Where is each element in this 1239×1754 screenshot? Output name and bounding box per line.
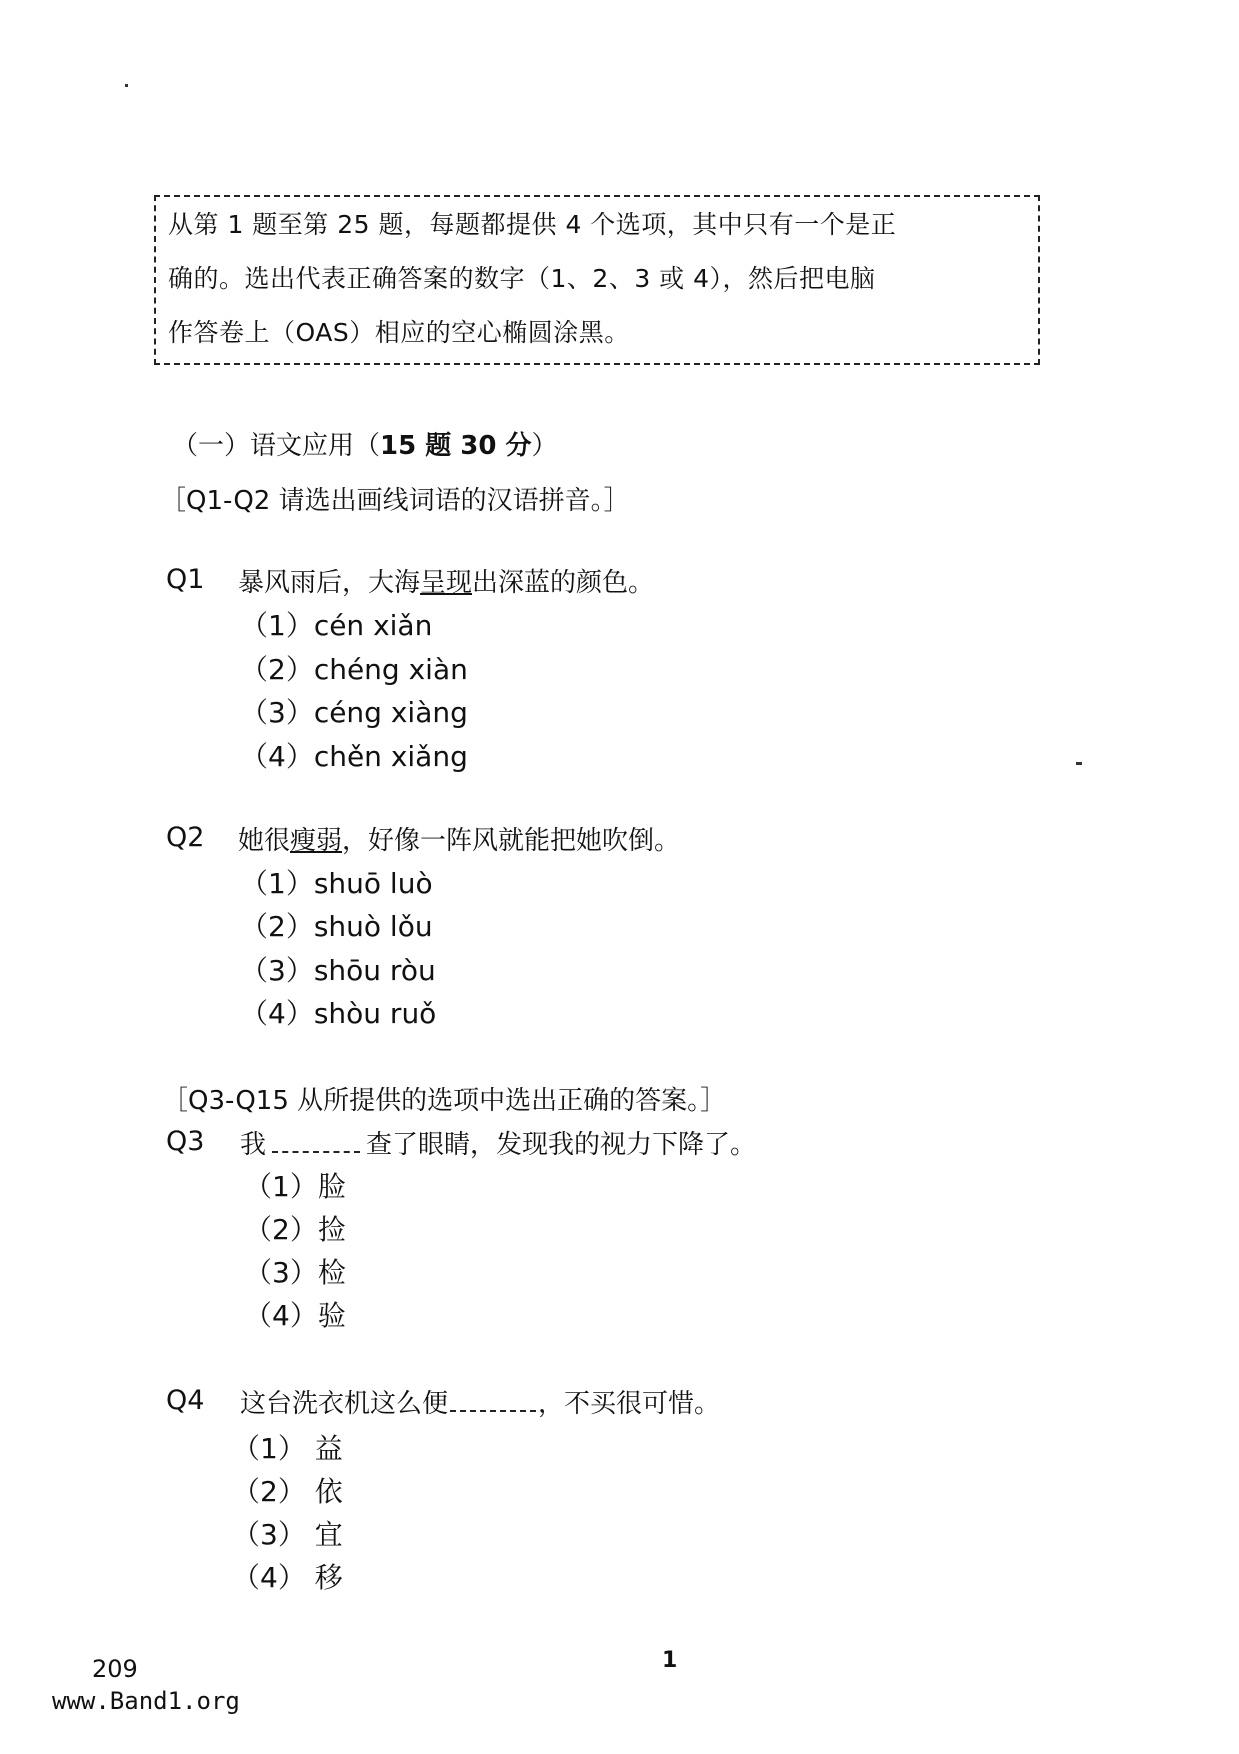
question-number: Q3: [166, 1126, 205, 1157]
stem-text-after: ，好像一阵风就能把她吹倒。: [342, 826, 681, 856]
option-4: （4） 移: [232, 1561, 343, 1594]
underlined-word: 呈现: [420, 568, 473, 598]
option-4: （4）chěn xiǎng: [240, 740, 468, 773]
stem-text-before: 这台洗衣机这么便: [240, 1389, 449, 1419]
question-stem: [238, 562, 654, 599]
instruction-line-1: 从第 1 题至第 25 题，每题都提供 4 个选项，其中只有一个是正: [168, 210, 897, 239]
option-4: （4）验: [244, 1299, 346, 1332]
instruction-q1-q2: ［Q1-Q2 请选出画线词语的汉语拼音。］: [160, 486, 630, 516]
stem-text-after: ，不买很可惜。: [538, 1389, 721, 1419]
option-1: （1） 益: [232, 1432, 343, 1465]
question-number: Q4: [166, 1385, 205, 1416]
option-3: （3） 宜: [232, 1518, 343, 1551]
stem-text-before: 她很: [238, 826, 291, 856]
section-title-prefix: （一）语文应用（: [172, 431, 381, 461]
answer-blank: [450, 1388, 536, 1412]
instruction-line-2: 确的。选出代表正确答案的数字（1、2、3 或 4），然后把电脑: [168, 264, 876, 293]
option-2: （2） 依: [232, 1475, 343, 1508]
answer-blank: [272, 1129, 360, 1153]
instruction-line-3: 作答卷上（OAS）相应的空心椭圆涂黑。: [168, 318, 630, 347]
underlined-word: 瘦弱: [290, 826, 343, 856]
option-4: （4）shòu ruǒ: [240, 997, 437, 1030]
section-title: [172, 425, 558, 462]
option-3: （3）shōu ròu: [240, 954, 436, 987]
question-stem: [238, 820, 680, 857]
footer-url: www.Band1.org: [52, 1687, 240, 1715]
section-title-score: 15 题 30 分: [380, 431, 532, 461]
option-1: （1）cén xiǎn: [240, 609, 433, 642]
instruction-q3-q15: ［Q3-Q15 从所提供的选项中选出正确的答案。］: [162, 1086, 727, 1116]
stem-text-before: 暴风雨后，大海: [238, 568, 421, 598]
page-number: 1: [662, 1648, 678, 1673]
question-stem: [240, 1124, 756, 1161]
question-stem: [240, 1383, 720, 1420]
option-3: （3）检: [244, 1256, 346, 1289]
stem-text-after: 查了眼睛，发现我的视力下降了。: [366, 1130, 757, 1160]
option-2: （2）chéng xiàn: [240, 653, 468, 686]
option-2: （2）shuò lǒu: [240, 910, 433, 943]
stem-text-after: 出深蓝的颜色。: [472, 568, 655, 598]
option-3: （3）céng xiàng: [240, 696, 468, 729]
scan-speck-right: [1076, 762, 1082, 765]
stem-text-before: 我: [240, 1130, 267, 1160]
option-1: （1）shuō luò: [240, 867, 433, 900]
footer-number: 209: [92, 1655, 138, 1683]
scan-speck-top: [125, 84, 128, 87]
section-title-suffix: ）: [531, 431, 558, 461]
option-1: （1）脸: [244, 1170, 346, 1203]
question-number: Q2: [166, 822, 205, 853]
instruction-box: [154, 195, 1040, 365]
option-2: （2）捡: [244, 1213, 346, 1246]
question-number: Q1: [166, 564, 205, 595]
